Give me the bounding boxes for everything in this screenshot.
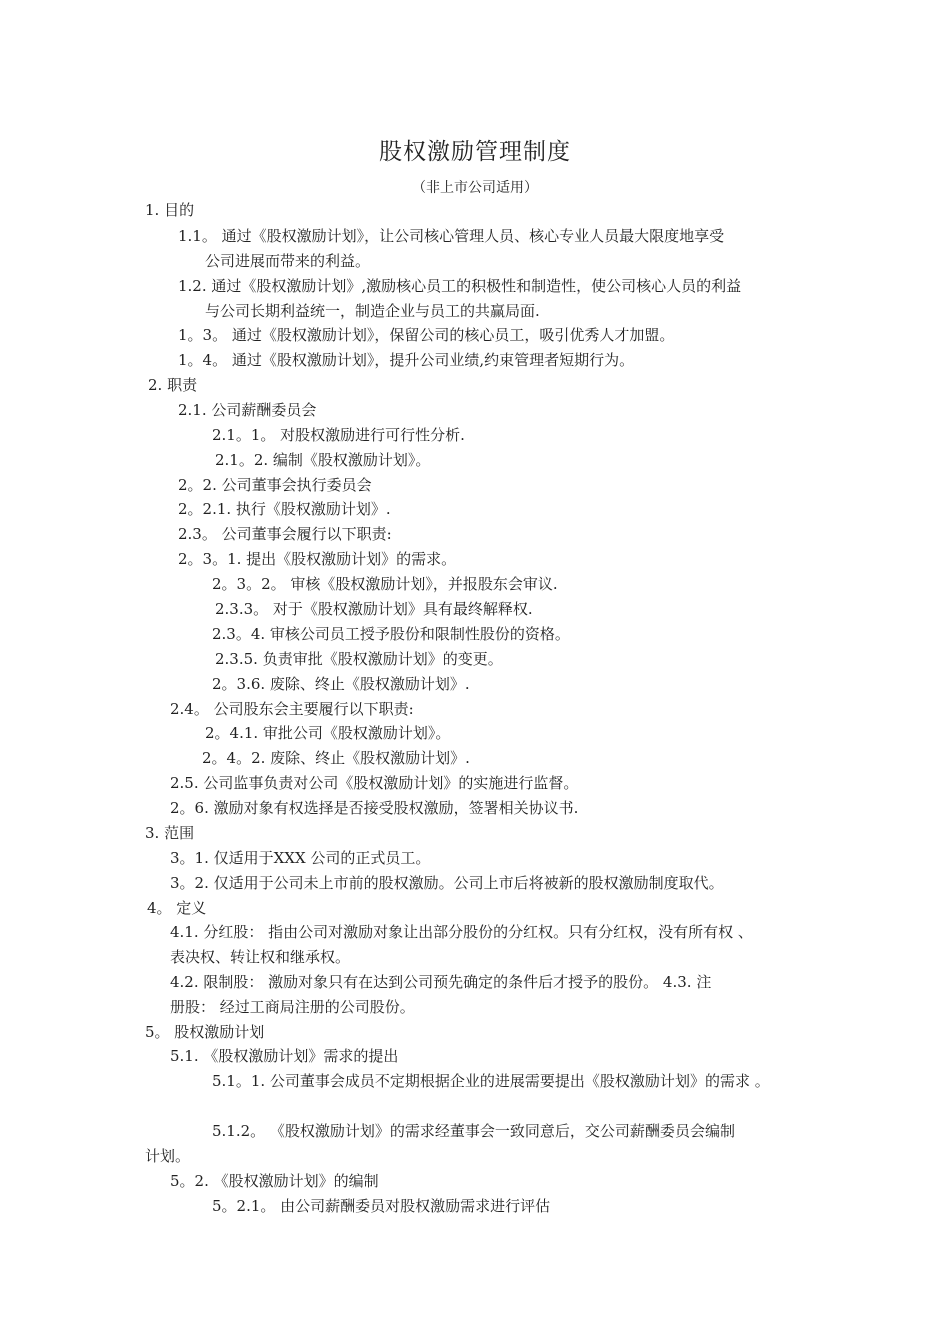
list-item: 2.4。 公司股东会主要履行以下职责: bbox=[170, 700, 414, 718]
list-item: 2.3.3。 对于《股权激励计划》具有最终解释权. bbox=[215, 600, 533, 618]
list-item: 3。1. 仅适用于XXX 公司的正式员工。 bbox=[170, 849, 431, 867]
section-heading: 2. 职责 bbox=[148, 376, 198, 394]
list-item: 2.3.5. 负责审批《股权激励计划》的变更。 bbox=[215, 650, 503, 668]
list-item: 2。2.1. 执行《股权激励计划》. bbox=[178, 500, 391, 518]
list-item: 5.1.2。 《股权激励计划》的需求经董事会一致同意后，交公司薪酬委员会编制 bbox=[212, 1122, 735, 1140]
list-item: 2。3。1. 提出《股权激励计划》的需求。 bbox=[178, 550, 457, 568]
list-item: 2。2. 公司董事会执行委员会 bbox=[178, 476, 372, 494]
list-item: 1.2. 通过《股权激励计划》,激励核心员工的积极性和制造性，使公司核心人员的利益 bbox=[178, 277, 742, 295]
list-item: 3。2. 仅适用于公司未上市前的股权激励。公司上市后将被新的股权激励制度取代。 bbox=[170, 874, 724, 892]
list-item: 4.1. 分红股： 指由公司对激励对象让出部分股份的分红权。只有分红权，没有所有权 、 bbox=[170, 923, 753, 941]
page-subtitle: （非上市公司适用） bbox=[412, 180, 538, 196]
list-item: 4.2. 限制股： 激励对象只有在达到公司预先确定的条件后才授予的股份。 4.3. 注 bbox=[170, 973, 712, 991]
list-item: 2。4.1. 审批公司《股权激励计划》。 bbox=[205, 724, 451, 742]
list-item: 2.1。1。 对股权激励进行可行性分析. bbox=[212, 426, 465, 444]
list-item: 1.1。 通过《股权激励计划》，让公司核心管理人员、核心专业人员最大限度地享受 bbox=[178, 227, 725, 245]
list-item: 2。3.6. 废除、终止《股权激励计划》. bbox=[212, 675, 470, 693]
list-item: 2。4。2. 废除、终止《股权激励计划》. bbox=[202, 749, 470, 767]
list-item: 2.1。2. 编制《股权激励计划》。 bbox=[215, 451, 431, 469]
list-item-continuation: 表决权、转让权和继承权。 bbox=[170, 948, 351, 966]
list-item: 1。3。 通过《股权激励计划》，保留公司的核心员工，吸引优秀人才加盟。 bbox=[178, 326, 675, 344]
list-item: 2.3。 公司董事会履行以下职责: bbox=[178, 525, 392, 543]
list-item-continuation: 册股： 经过工商局注册的公司股份。 bbox=[170, 998, 415, 1016]
section-heading: 4。 定义 bbox=[147, 899, 207, 917]
list-item: 1。4。 通过《股权激励计划》，提升公司业绩,约束管理者短期行为。 bbox=[178, 351, 635, 369]
list-item: 5.1。1. 公司董事会成员不定期根据企业的进展需要提出《股权激励计划》的需求 。 bbox=[212, 1072, 770, 1090]
list-item-continuation: 与公司长期利益统一，制造企业与员工的共赢局面. bbox=[205, 302, 540, 320]
list-item-continuation: 计划。 bbox=[145, 1147, 191, 1165]
list-item: 2.3。4. 审核公司员工授予股份和限制性股份的资格。 bbox=[212, 625, 570, 643]
list-item: 2.5. 公司监事负责对公司《股权激励计划》的实施进行监督。 bbox=[170, 774, 579, 792]
section-heading: 3. 范围 bbox=[145, 824, 195, 842]
list-item: 2.1. 公司薪酬委员会 bbox=[178, 401, 317, 419]
list-item: 5。2. 《股权激励计划》的编制 bbox=[170, 1172, 379, 1190]
section-heading: 5。 股权激励计划 bbox=[145, 1023, 265, 1041]
page-title: 股权激励管理制度 bbox=[379, 139, 571, 165]
list-item: 5.1. 《股权激励计划》需求的提出 bbox=[170, 1047, 399, 1065]
list-item: 2。6. 激励对象有权选择是否接受股权激励，签署相关协议书. bbox=[170, 799, 579, 817]
list-item-continuation: 公司进展而带来的利益。 bbox=[205, 252, 371, 270]
list-item: 5。2.1。 由公司薪酬委员对股权激励需求进行评估 bbox=[212, 1197, 551, 1215]
section-heading: 1. 目的 bbox=[145, 201, 195, 219]
list-item: 2。3。2。 审核《股权激励计划》，并报股东会审议. bbox=[212, 575, 558, 593]
